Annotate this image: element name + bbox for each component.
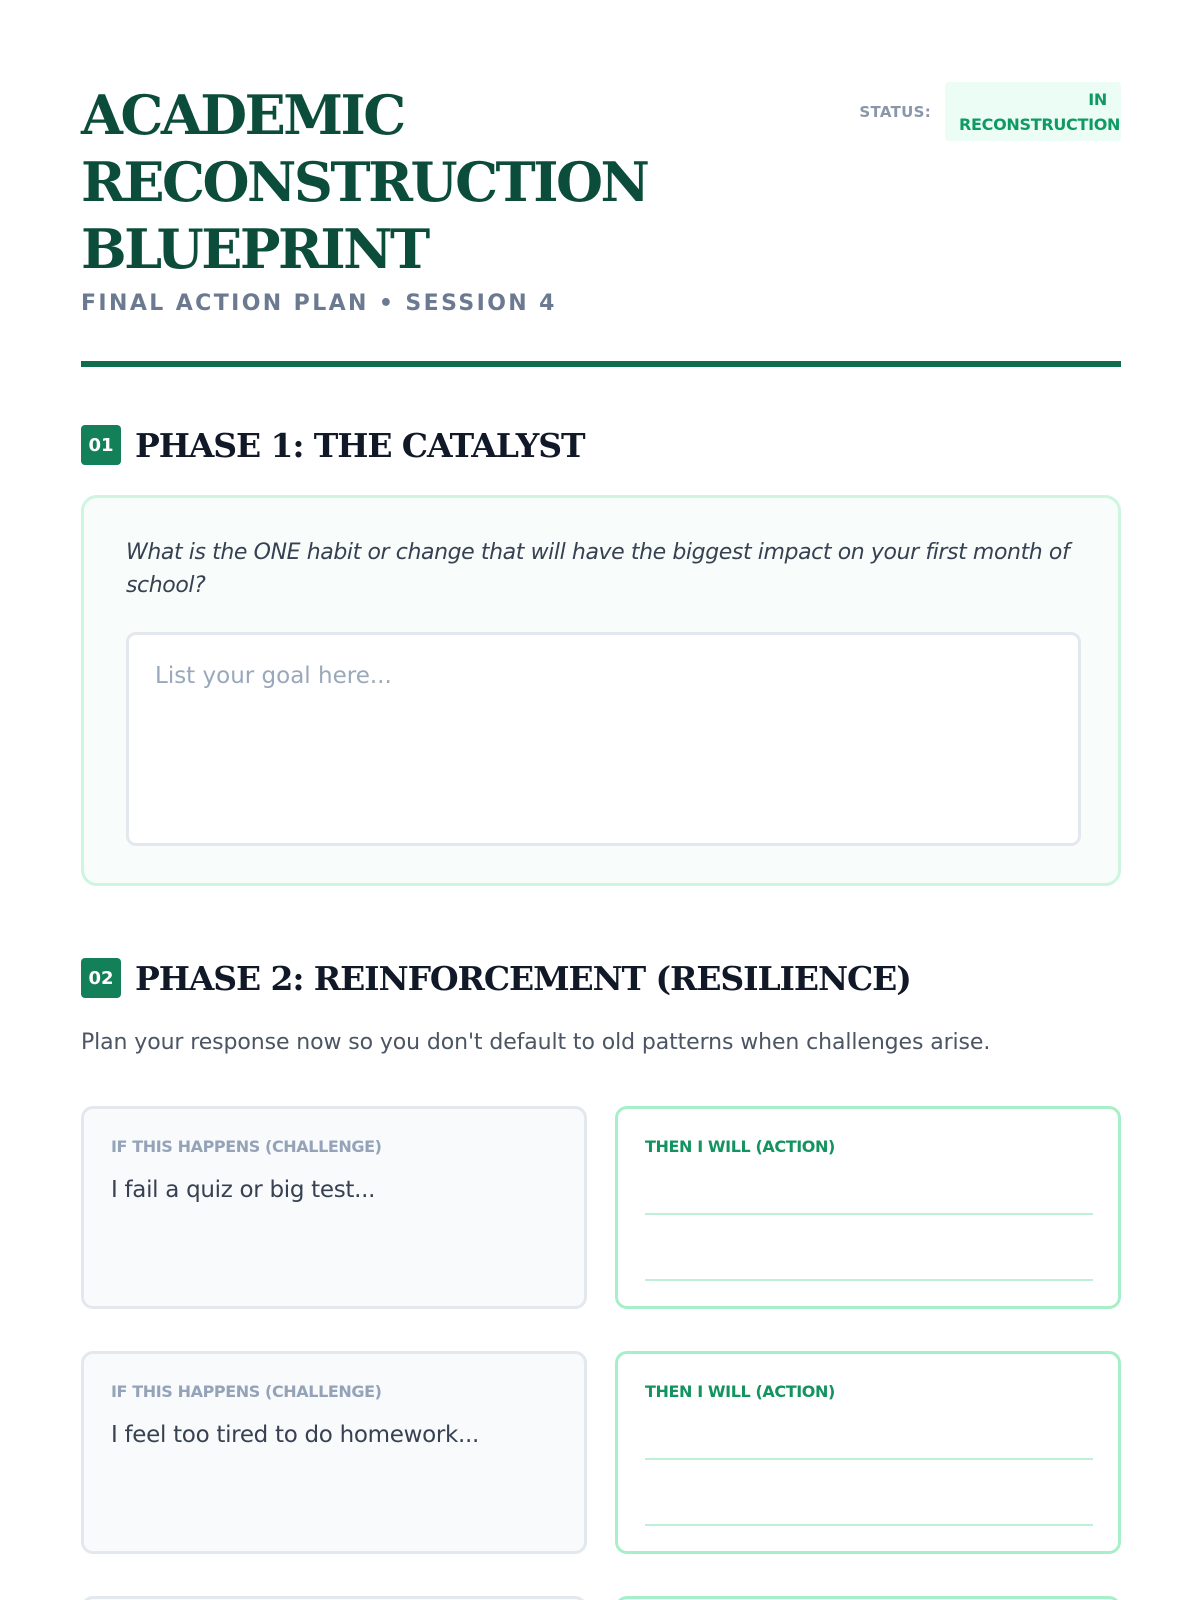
action-card-partial [615, 1596, 1121, 1600]
phase2-number-badge: 02 [81, 958, 121, 998]
header [81, 82, 1121, 316]
action-card[interactable] [615, 1351, 1121, 1554]
action-label: THEN I WILL (ACTION) [645, 1137, 835, 1156]
action-label: THEN I WILL (ACTION) [645, 1382, 835, 1401]
goal-input[interactable] [126, 632, 1081, 846]
phase1-heading [81, 425, 584, 465]
page-subtitle: FINAL ACTION PLAN • SESSION 4 [81, 291, 557, 316]
challenge-card [81, 1351, 587, 1554]
phase2-heading [81, 958, 911, 998]
action-write-line[interactable] [645, 1458, 1093, 1460]
catalyst-card [81, 495, 1121, 886]
challenge-text: I feel too tired to do homework... [111, 1422, 480, 1448]
phase2-intro: Plan your response now so you don't default to old patterns when challenges arise. [81, 1030, 991, 1055]
phase2-title: PHASE 2: REINFORCEMENT (RESILIENCE) [135, 958, 911, 998]
action-write-line[interactable] [645, 1279, 1093, 1281]
challenge-label: IF THIS HAPPENS (CHALLENGE) [111, 1137, 382, 1156]
status-area [859, 82, 1121, 141]
challenge-label: IF THIS HAPPENS (CHALLENGE) [111, 1382, 382, 1401]
header-divider [81, 361, 1121, 367]
challenge-card [81, 1106, 587, 1309]
catalyst-prompt: What is the ONE habit or change that will have the biggest impact on your first month of school? [126, 540, 1070, 598]
action-card[interactable] [615, 1106, 1121, 1309]
phase1-title: PHASE 1: THE CATALYST [135, 425, 585, 465]
page-title: ACADEMIC RECONSTRUCTION BLUEPRINT [81, 83, 648, 281]
challenge-text: I fail a quiz or big test... [111, 1177, 376, 1203]
status-badge: IN RECONSTRUCTION [945, 82, 1121, 141]
status-label: STATUS: [859, 102, 931, 121]
action-write-line[interactable] [645, 1213, 1093, 1215]
action-write-line[interactable] [645, 1524, 1093, 1526]
challenge-card-partial [81, 1596, 587, 1600]
phase1-number-badge: 01 [81, 425, 121, 465]
